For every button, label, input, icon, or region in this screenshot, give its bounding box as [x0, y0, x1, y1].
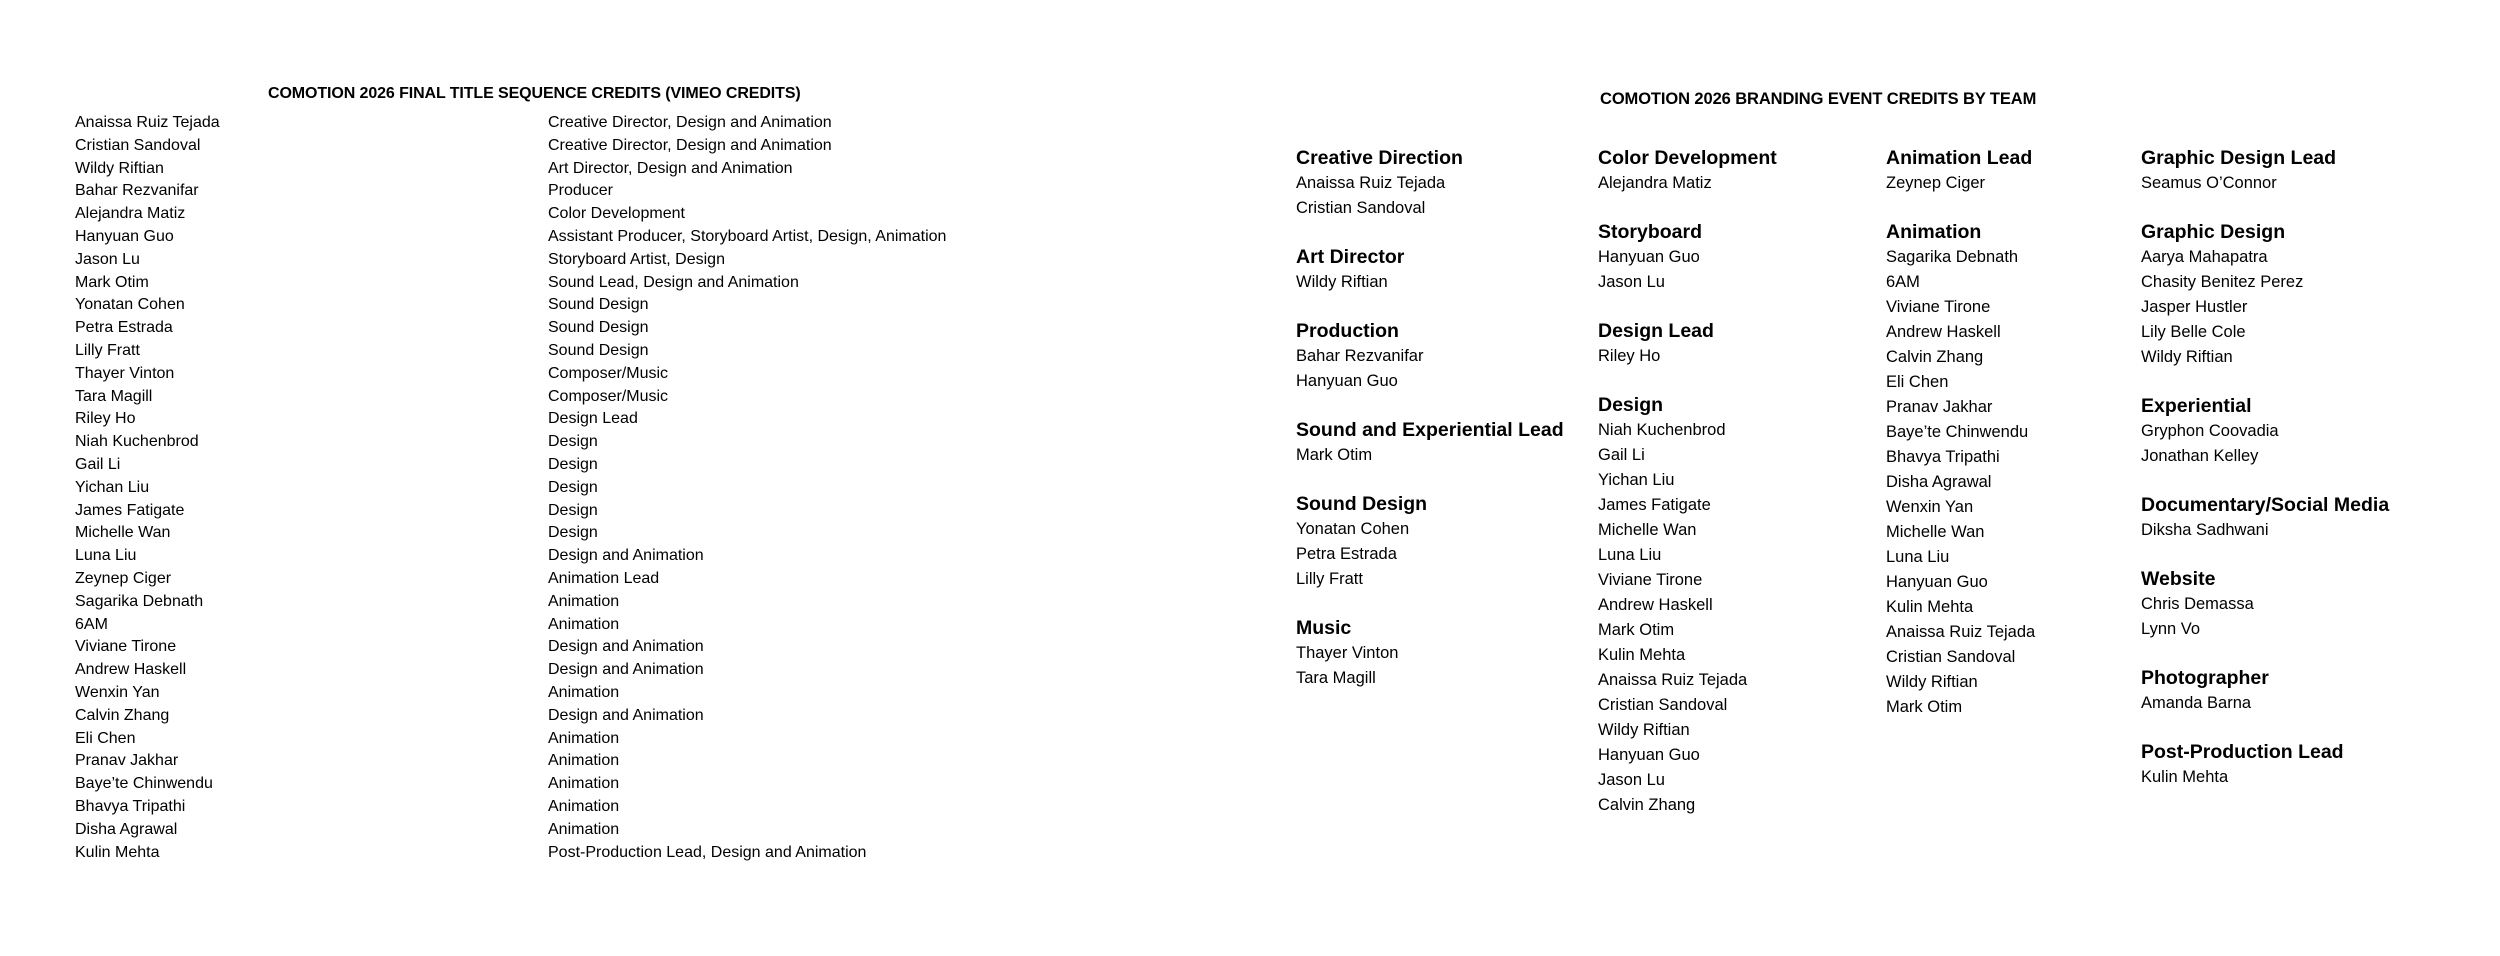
credit-name: Riley Ho — [75, 410, 136, 428]
credit-name: 6AM — [75, 615, 108, 633]
credit-row — [75, 636, 1075, 659]
team-member: Wildy Riftian — [1886, 673, 1978, 691]
credit-name: Bahar Rezvanifar — [75, 182, 199, 200]
team-heading: Storyboard — [1598, 221, 1703, 243]
team-heading: Photographer — [2141, 667, 2269, 689]
credit-name: Yichan Liu — [75, 478, 150, 496]
credit-row — [75, 135, 1075, 158]
credit-role: Sound Design — [548, 296, 649, 314]
team-member: Bahar Rezvanifar — [1296, 347, 1424, 365]
credit-role: Animation — [548, 820, 620, 838]
credit-role: Design — [548, 524, 598, 542]
credit-row — [75, 454, 1075, 477]
credit-row — [75, 568, 1075, 591]
team-group — [1296, 491, 1566, 592]
team-member: Tara Magill — [1296, 669, 1376, 687]
team-member: Alejandra Matiz — [1598, 174, 1712, 192]
team-group — [2141, 145, 2411, 196]
credit-name: Jason Lu — [75, 250, 140, 268]
credit-role: Animation — [548, 775, 620, 793]
credit-role: Creative Director, Design and Animation — [548, 136, 832, 154]
team-member: Riley Ho — [1598, 347, 1661, 365]
credit-name: Gail Li — [75, 455, 121, 473]
team-member: Viviane Tirone — [1886, 298, 1991, 316]
team-member: Andrew Haskell — [1886, 323, 2001, 341]
credit-name: Anaissa Ruiz Tejada — [75, 114, 220, 131]
credit-name: Baye’te Chinwendu — [75, 775, 213, 793]
team-member: Hanyuan Guo — [1296, 372, 1398, 390]
team-heading: Design — [1598, 394, 1664, 416]
credit-role: Art Director, Design and Animation — [548, 159, 793, 177]
credit-row — [75, 180, 1075, 203]
credit-row — [75, 796, 1075, 819]
team-member: Calvin Zhang — [1598, 796, 1696, 814]
credit-role: Design and Animation — [548, 638, 704, 656]
credit-role: Design and Animation — [548, 706, 704, 724]
credit-role: Animation — [548, 752, 620, 770]
credit-name: Sagarika Debnath — [75, 592, 204, 610]
credit-role: Design — [548, 433, 598, 451]
team-group — [1598, 145, 1868, 196]
team-member: Hanyuan Guo — [1598, 746, 1700, 764]
team-member: Hanyuan Guo — [1598, 248, 1700, 266]
credit-row — [75, 705, 1075, 728]
credit-row — [75, 249, 1075, 272]
credit-role: Assistant Producer, Storyboard Artist, Design, Animation — [548, 227, 947, 245]
team-member: Gail Li — [1598, 446, 1645, 464]
credit-row — [75, 477, 1075, 500]
team-group — [1886, 145, 2156, 196]
team-heading: Animation — [1886, 221, 1982, 243]
team-member: Jason Lu — [1598, 273, 1665, 291]
credit-row — [75, 226, 1075, 249]
team-member: Chasity Benitez Perez — [2141, 273, 2304, 291]
team-group — [1296, 244, 1566, 295]
credit-name: Disha Agrawal — [75, 820, 178, 838]
credit-row — [75, 614, 1075, 637]
team-member: Jason Lu — [1598, 771, 1665, 789]
credit-role: Design — [548, 501, 598, 519]
team-group — [1598, 219, 1868, 295]
credit-role: Color Development — [548, 205, 685, 223]
team-group — [2141, 566, 2411, 642]
team-group — [1296, 318, 1566, 394]
credit-name: Alejandra Matiz — [75, 205, 186, 223]
team-member: Michelle Wan — [1886, 523, 1985, 541]
credit-name: Yonatan Cohen — [75, 296, 185, 314]
team-heading: Sound and Experiential Lead — [1296, 419, 1564, 441]
team-heading: Design Lead — [1598, 320, 1714, 342]
team-heading: Production — [1296, 320, 1399, 342]
team-member: Aarya Mahapatra — [2141, 248, 2268, 266]
credit-role: Storyboard Artist, Design — [548, 250, 725, 268]
team-column-1 — [1296, 145, 1566, 714]
credit-row — [75, 682, 1075, 705]
team-heading: Animation Lead — [1886, 147, 2033, 169]
team-member: Viviane Tirone — [1598, 571, 1703, 589]
team-member: Thayer Vinton — [1296, 644, 1399, 662]
credit-name: Petra Estrada — [75, 319, 173, 337]
team-member: Cristian Sandoval — [1886, 648, 2016, 666]
team-heading: Creative Direction — [1296, 147, 1463, 169]
team-heading: Graphic Design — [2141, 221, 2286, 243]
team-member: Calvin Zhang — [1886, 348, 1984, 366]
team-group — [1598, 318, 1868, 369]
team-column-2 — [1598, 145, 1868, 841]
team-credits-title: COMOTION 2026 BRANDING EVENT CREDITS BY TEAM — [1600, 90, 2037, 108]
credit-row — [75, 500, 1075, 523]
credit-role: Design — [548, 478, 598, 496]
team-member: Luna Liu — [1886, 548, 1950, 566]
credit-row — [75, 203, 1075, 226]
credit-role: Animation — [548, 615, 620, 633]
team-member: Diksha Sadhwani — [2141, 521, 2269, 539]
team-column-4 — [2141, 145, 2411, 813]
credit-name: Thayer Vinton — [75, 364, 175, 382]
team-group — [2141, 219, 2411, 370]
credit-name: Hanyuan Guo — [75, 227, 174, 245]
credit-name: Michelle Wan — [75, 524, 171, 542]
team-member: Eli Chen — [1886, 373, 1949, 391]
credit-row — [75, 431, 1075, 454]
team-member: Zeynep Ciger — [1886, 174, 1986, 192]
team-heading: Color Development — [1598, 147, 1777, 169]
credit-row — [75, 819, 1075, 842]
credit-row — [75, 294, 1075, 317]
team-member: Niah Kuchenbrod — [1598, 421, 1726, 439]
team-member: Anaissa Ruiz Tejada — [1598, 671, 1748, 689]
credit-name: Luna Liu — [75, 547, 137, 565]
credit-row — [75, 522, 1075, 545]
credit-name: Zeynep Ciger — [75, 569, 172, 587]
team-member: Lilly Fratt — [1296, 570, 1363, 588]
team-group — [2141, 665, 2411, 716]
credit-name: James Fatigate — [75, 501, 185, 519]
team-heading: Art Director — [1296, 246, 1405, 268]
team-member: Mark Otim — [1886, 698, 1963, 716]
team-group — [1296, 615, 1566, 691]
team-member: Wildy Riftian — [2141, 348, 2233, 366]
credit-row — [75, 386, 1075, 409]
credit-name: Wildy Riftian — [75, 159, 164, 177]
credit-row — [75, 750, 1075, 773]
credit-row — [75, 545, 1075, 568]
team-heading: Experiential — [2141, 395, 2252, 417]
credit-role: Sound Design — [548, 319, 649, 337]
credit-name: Niah Kuchenbrod — [75, 433, 199, 451]
credit-role: Animation Lead — [548, 569, 660, 587]
credit-role: Sound Design — [548, 341, 649, 359]
team-member: Luna Liu — [1598, 546, 1662, 564]
team-member: Kulin Mehta — [1598, 646, 1686, 664]
credit-name: Calvin Zhang — [75, 706, 170, 724]
credit-row — [75, 591, 1075, 614]
team-heading: Sound Design — [1296, 493, 1428, 515]
credit-role: Sound Lead, Design and Animation — [548, 273, 799, 291]
credit-row — [75, 728, 1075, 751]
team-member: Kulin Mehta — [2141, 768, 2229, 786]
team-member: Pranav Jakhar — [1886, 398, 1993, 416]
credit-row — [75, 112, 1075, 135]
team-group — [2141, 739, 2411, 790]
credit-role: Animation — [548, 729, 620, 747]
team-group — [1296, 145, 1566, 221]
credit-role: Producer — [548, 182, 613, 200]
team-member: James Fatigate — [1598, 496, 1711, 514]
team-heading: Post-Production Lead — [2141, 741, 2344, 763]
credit-role: Animation — [548, 683, 620, 701]
team-member: Cristian Sandoval — [1296, 199, 1426, 217]
credit-name: Eli Chen — [75, 729, 136, 747]
credit-role: Design — [548, 455, 598, 473]
credit-name: Tara Magill — [75, 387, 153, 405]
credit-row — [75, 272, 1075, 295]
team-member: Mark Otim — [1296, 446, 1373, 464]
team-group — [1296, 417, 1566, 468]
team-member: Gryphon Coovadia — [2141, 422, 2279, 440]
team-member: Mark Otim — [1598, 621, 1675, 639]
credit-row — [75, 659, 1075, 682]
team-member: Michelle Wan — [1598, 521, 1697, 539]
credit-row — [75, 158, 1075, 181]
credit-row — [75, 408, 1075, 431]
team-member: Cristian Sandoval — [1598, 696, 1728, 714]
team-heading: Graphic Design Lead — [2141, 147, 2337, 169]
team-member: Chris Demassa — [2141, 595, 2254, 613]
team-heading: Website — [2141, 568, 2216, 590]
team-member: Amanda Barna — [2141, 694, 2252, 712]
credit-role: Animation — [548, 797, 620, 815]
team-member: Petra Estrada — [1296, 545, 1397, 563]
credit-name: Viviane Tirone — [75, 638, 177, 656]
team-member: Jonathan Kelley — [2141, 447, 2259, 465]
team-member: Seamus O’Connor — [2141, 174, 2277, 192]
credit-name: Wenxin Yan — [75, 683, 160, 701]
team-member: Anaissa Ruiz Tejada — [1886, 623, 2036, 641]
credit-row — [75, 363, 1075, 386]
credit-row — [75, 340, 1075, 363]
team-member: Yonatan Cohen — [1296, 520, 1410, 538]
credit-role: Composer/Music — [548, 364, 669, 382]
credit-name: Cristian Sandoval — [75, 136, 201, 154]
team-member: Hanyuan Guo — [1886, 573, 1988, 591]
team-member: Anaissa Ruiz Tejada — [1296, 174, 1446, 192]
final-credits-table — [75, 112, 1075, 864]
team-member: Bhavya Tripathi — [1886, 448, 2000, 466]
team-column-3 — [1886, 145, 2156, 743]
credit-name: Lilly Fratt — [75, 341, 140, 359]
team-group — [2141, 393, 2411, 469]
team-member: Wildy Riftian — [1598, 721, 1690, 739]
team-member: Kulin Mehta — [1886, 598, 1974, 616]
credit-role: Design Lead — [548, 410, 638, 428]
team-group — [2141, 492, 2411, 543]
credit-name: Kulin Mehta — [75, 843, 160, 861]
credit-row — [75, 317, 1075, 340]
credit-role: Animation — [548, 592, 620, 610]
team-member: Andrew Haskell — [1598, 596, 1713, 614]
team-member: Yichan Liu — [1598, 471, 1675, 489]
credit-name: Pranav Jakhar — [75, 752, 179, 770]
team-member: Wildy Riftian — [1296, 273, 1388, 291]
credit-role: Post-Production Lead, Design and Animation — [548, 843, 867, 861]
credit-row — [75, 773, 1075, 796]
credit-name: Andrew Haskell — [75, 661, 187, 679]
team-heading: Documentary/Social Media — [2141, 494, 2390, 516]
credit-row — [75, 842, 1075, 865]
team-heading: Music — [1296, 617, 1352, 639]
team-group — [1886, 219, 2156, 720]
credit-role: Creative Director, Design and Animation — [548, 114, 832, 131]
team-group — [1598, 392, 1868, 818]
credit-name: Mark Otim — [75, 273, 149, 291]
credit-role: Composer/Music — [548, 387, 669, 405]
final-credits-title: COMOTION 2026 FINAL TITLE SEQUENCE CREDITS (VIMEO CREDITS) — [268, 85, 801, 102]
team-member: Disha Agrawal — [1886, 473, 1992, 491]
team-member: 6AM — [1886, 273, 1920, 291]
team-member: Sagarika Debnath — [1886, 248, 2019, 266]
team-member: Jasper Hustler — [2141, 298, 2248, 316]
team-member: Lily Belle Cole — [2141, 323, 2246, 341]
credit-role: Design and Animation — [548, 661, 704, 679]
team-member: Baye’te Chinwendu — [1886, 423, 2029, 441]
credit-role: Design and Animation — [548, 547, 704, 565]
team-member: Lynn Vo — [2141, 620, 2201, 638]
credit-name: Bhavya Tripathi — [75, 797, 186, 815]
team-member: Wenxin Yan — [1886, 498, 1974, 516]
